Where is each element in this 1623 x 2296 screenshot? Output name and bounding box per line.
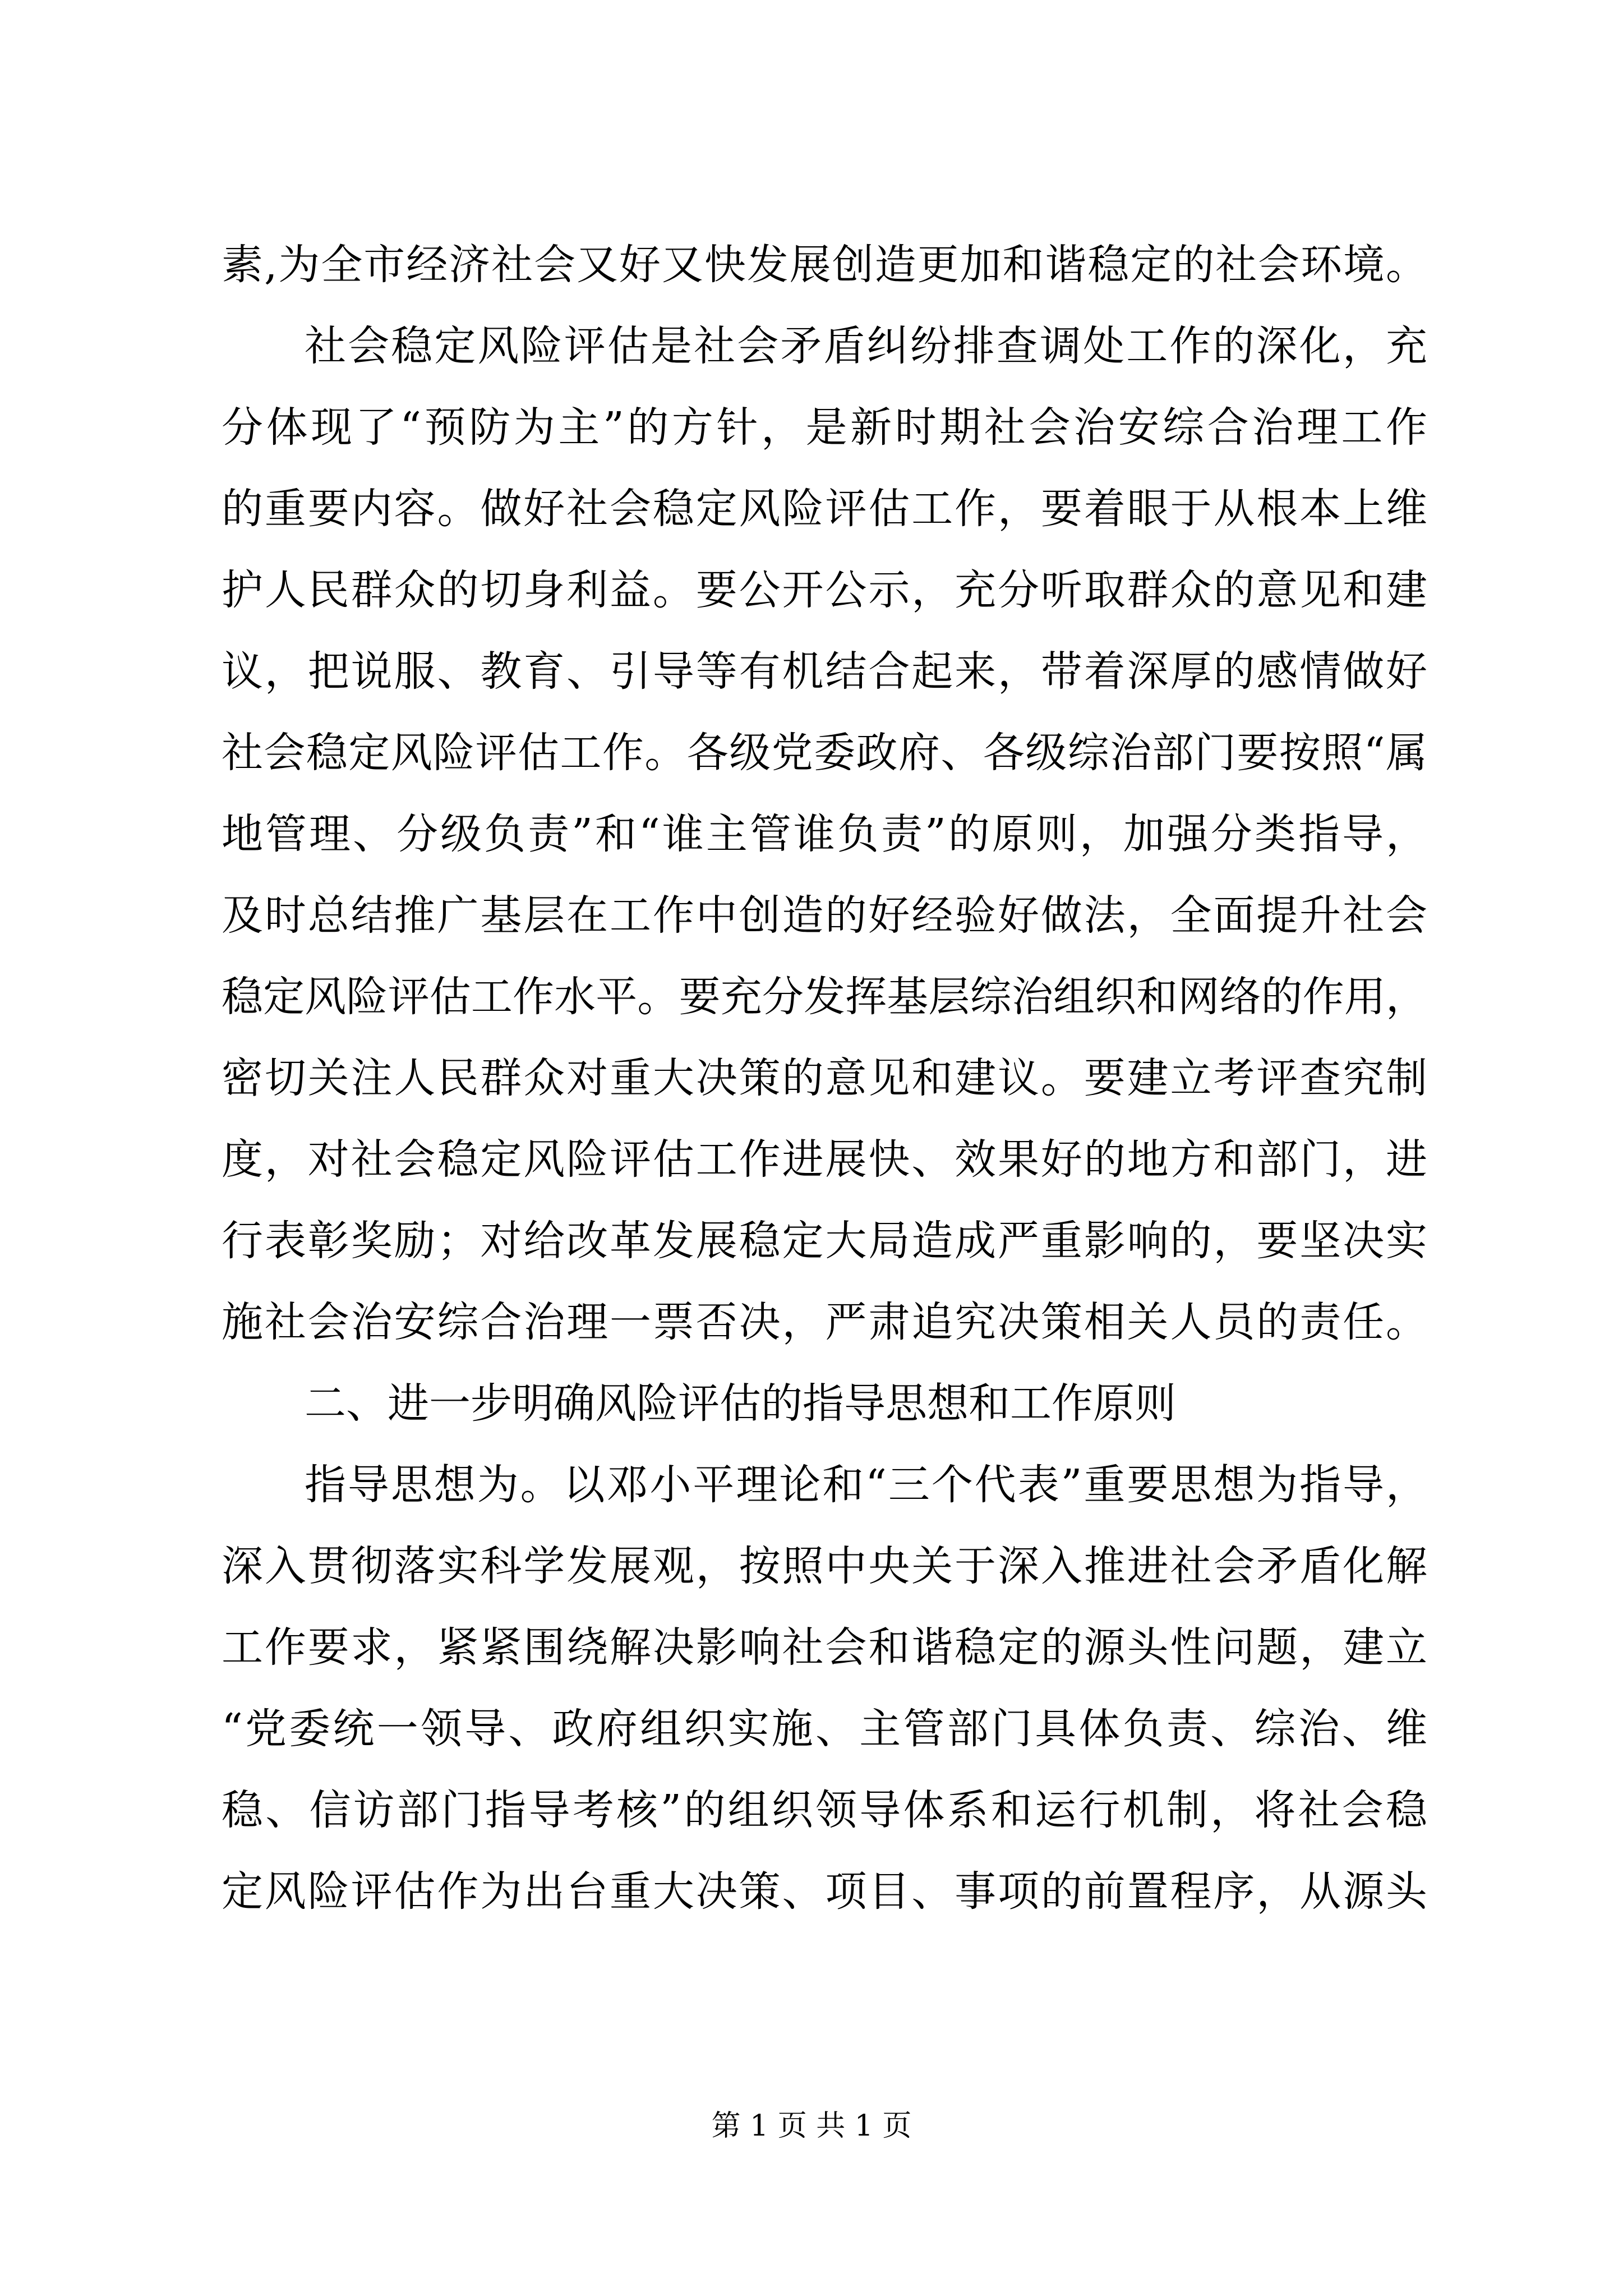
page-footer xyxy=(0,2106,1623,2146)
paragraph-line: 及时总结推广基层在工作中创造的好经验好做法，全面提升社会 xyxy=(222,891,1427,940)
paragraph-line: 深入贯彻落实科学发展观，按照中央关于深入推进社会矛盾化解 xyxy=(222,1542,1427,1590)
paragraph-line: 地管理、分级负责”和“谁主管谁负责”的原则，加强分类指导， xyxy=(222,810,1427,858)
paragraph-line: “党委统一领导、政府组织实施、主管部门具体负责、综治、维 xyxy=(222,1705,1427,1753)
paragraph-line: 护人民群众的切身利益。要公开公示，充分听取群众的意见和建 xyxy=(222,566,1427,614)
paragraph-line: 度，对社会稳定风险评估工作进展快、效果好的地方和部门，进 xyxy=(222,1135,1427,1184)
paragraph-line: 议，把说服、教育、引导等有机结合起来，带着深厚的感情做好 xyxy=(222,647,1427,696)
document-body xyxy=(222,224,1427,1932)
paragraph-line: 定风险评估作为出台重大决策、项目、事项的前置程序，从源头 xyxy=(222,1867,1427,1916)
paragraph-line: 密切关注人民群众对重大决策的意见和建议。要建立考评查究制 xyxy=(222,1054,1427,1102)
paragraph-line: 社会稳定风险评估是社会矛盾纠纷排查调处工作的深化，充 xyxy=(305,322,1427,370)
paragraph-line: 指导思想为。以邓小平理论和“三个代表”重要思想为指导， xyxy=(305,1461,1427,1509)
paragraph-line: 工作要求，紧紧围绕解决影响社会和谐稳定的源头性问题，建立 xyxy=(222,1623,1427,1672)
paragraph-line: 的重要内容。做好社会稳定风险评估工作，要着眼于从根本上维 xyxy=(222,485,1427,533)
section-heading: 二、进一步明确风险评估的指导思想和工作原则 xyxy=(305,1379,1176,1428)
page-number-label: 第 1 页 共 1 页 xyxy=(711,2109,912,2143)
paragraph-line: 施社会治安综合治理一票否决，严肃追究决策相关人员的责任。 xyxy=(222,1298,1427,1346)
paragraph-line: 稳、信访部门指导考核”的组织领导体系和运行机制，将社会稳 xyxy=(222,1786,1427,1834)
paragraph-line: 分体现了“预防为主”的方针，是新时期社会治安综合治理工作 xyxy=(222,403,1427,452)
paragraph-line: 稳定风险评估工作水平。要充分发挥基层综治组织和网络的作用， xyxy=(222,973,1427,1021)
paragraph-line: 行表彰奖励；对给改革发展稳定大局造成严重影响的，要坚决实 xyxy=(222,1217,1427,1265)
paragraph-line: 素,为全市经济社会又好又快发展创造更加和谐稳定的社会环境。 xyxy=(222,241,1427,289)
paragraph-line: 社会稳定风险评估工作。各级党委政府、各级综治部门要按照“属 xyxy=(222,729,1427,777)
